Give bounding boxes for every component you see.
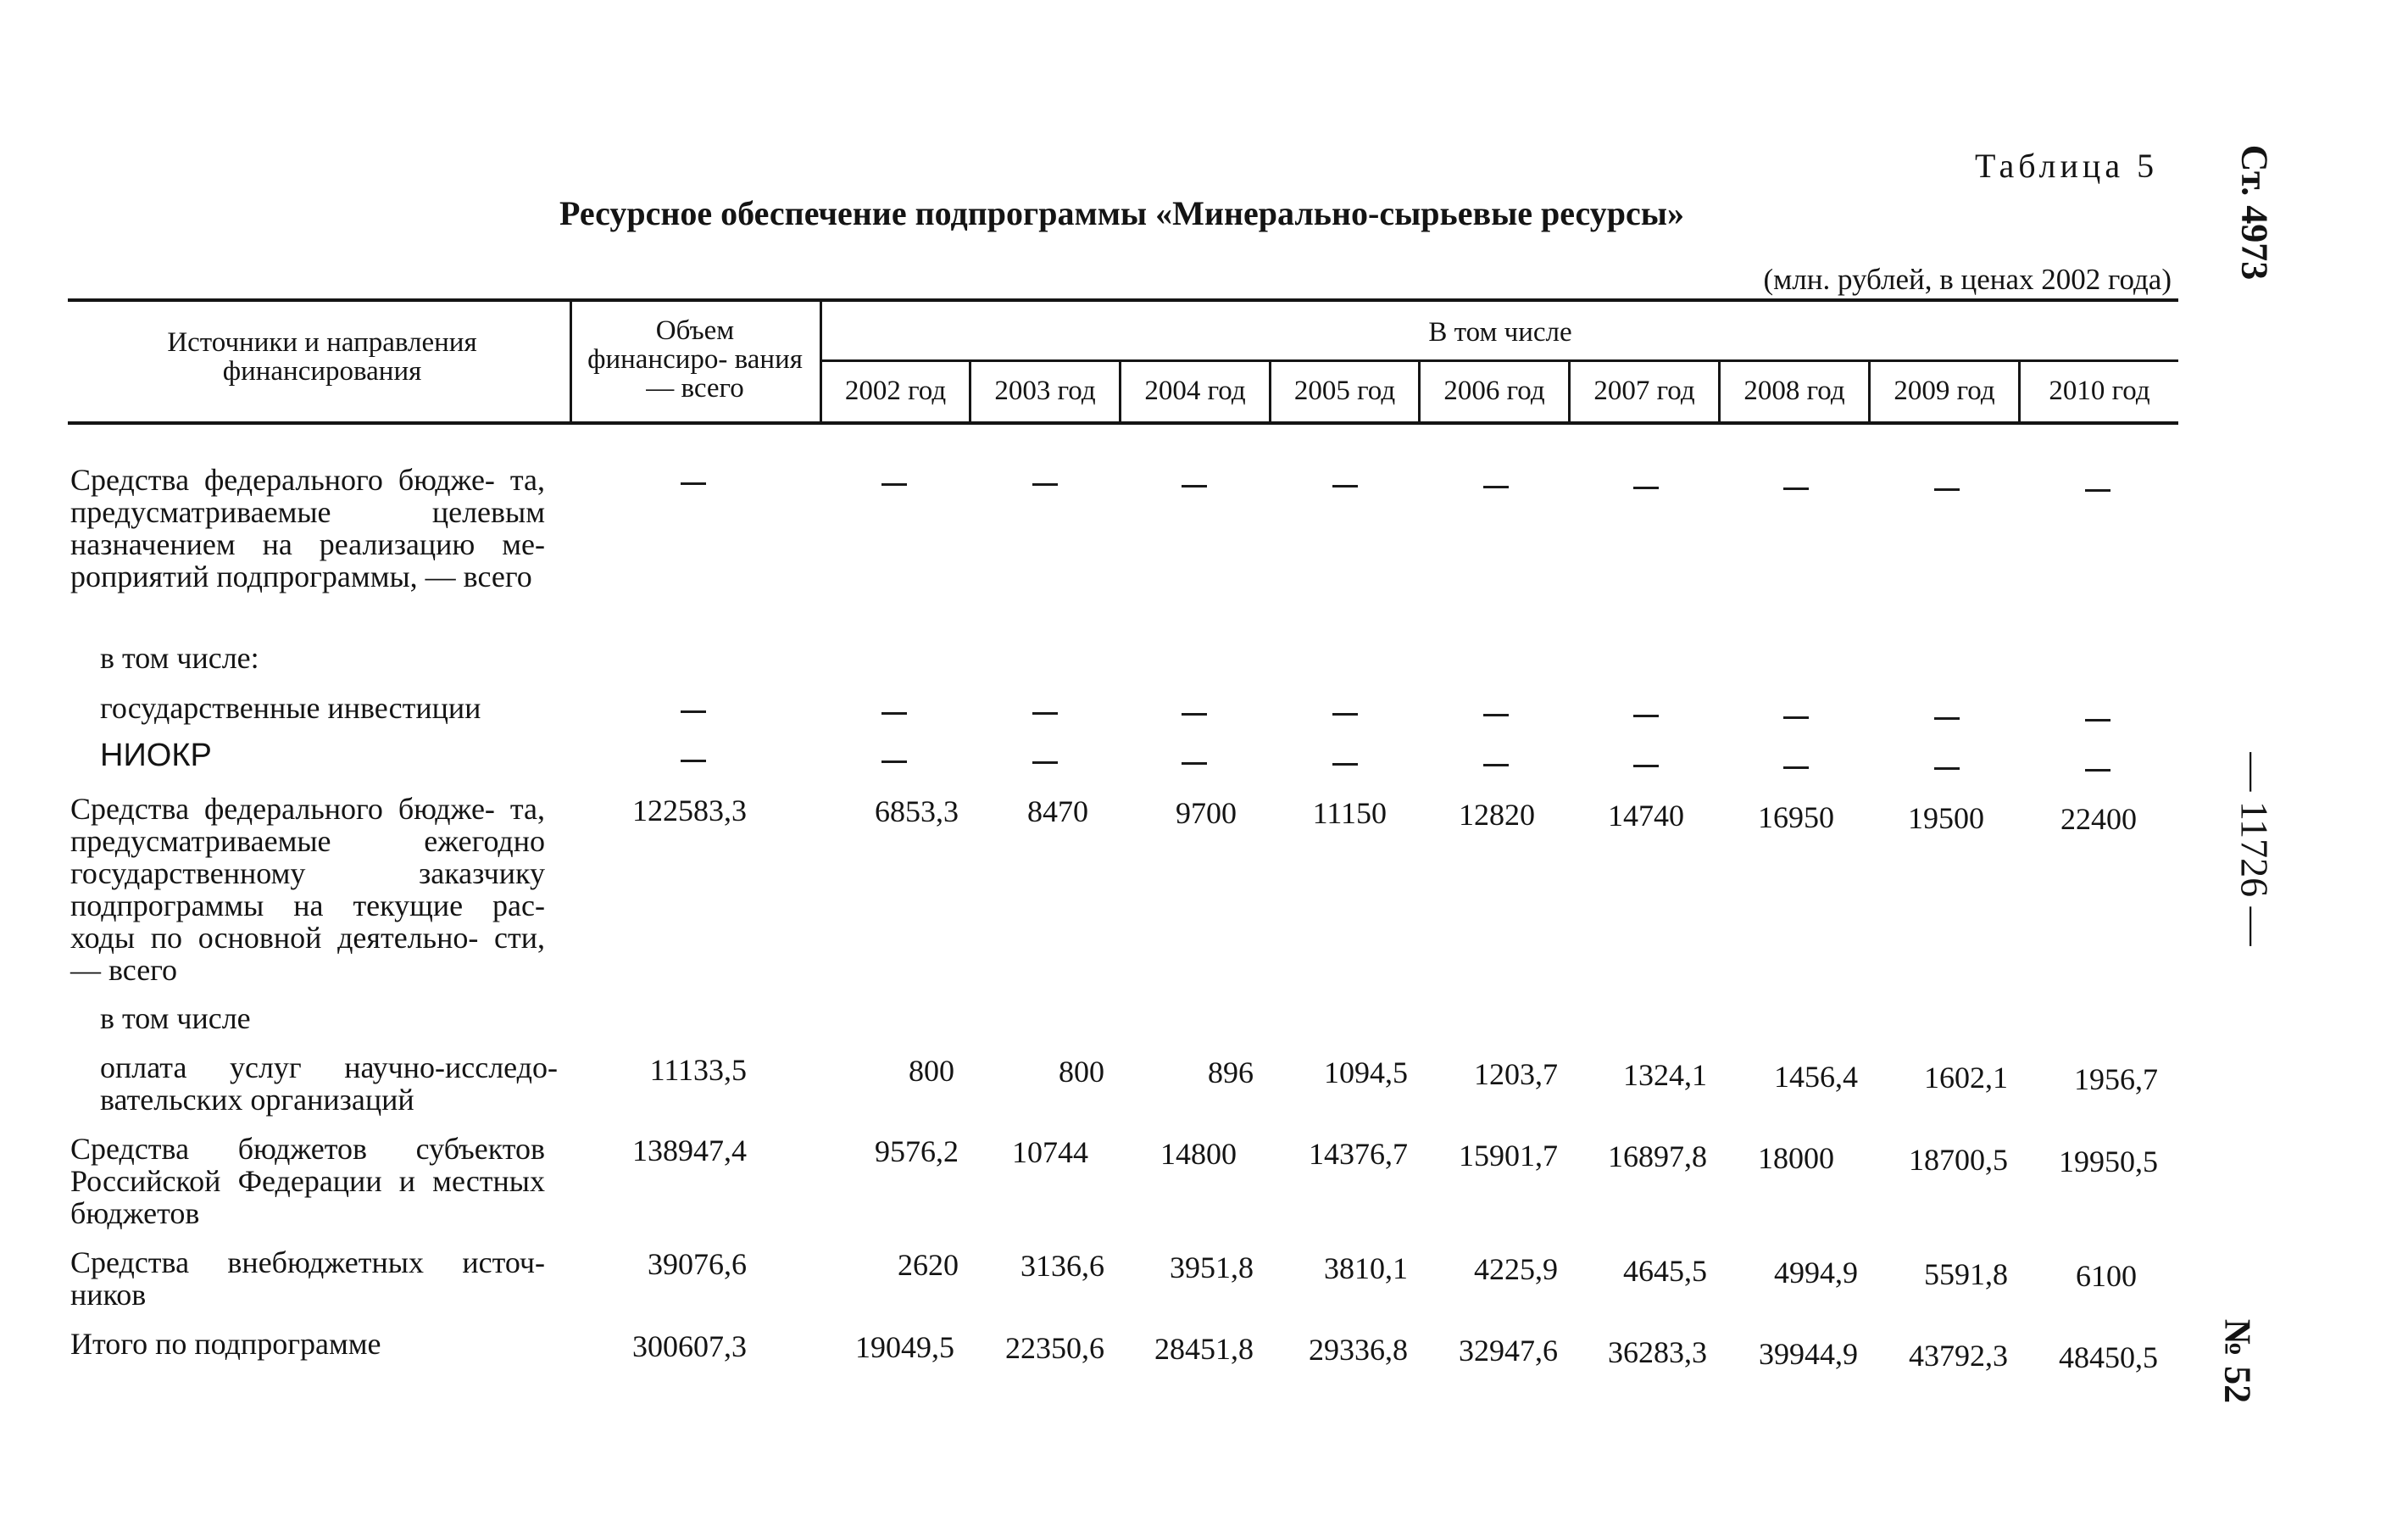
- header-including: В том числе: [1428, 317, 1572, 348]
- dash-cell: [1934, 717, 1960, 720]
- dash-cell: [881, 712, 907, 715]
- year-cell: 3136,6: [1020, 1249, 1104, 1283]
- year-cell: 6100: [2076, 1259, 2137, 1293]
- year-cell: 18700,5: [1909, 1143, 2008, 1177]
- dash-cell: [681, 482, 706, 485]
- dash-cell: [881, 760, 907, 763]
- row-label: Средства федерального бюдже- та, предусматриваемые ежегодно государственному заказчику подпрограммы на текущие рас- ходы по основной деятельно- сти, — всего: [70, 792, 545, 987]
- row-label: Итого по подпрограмме: [70, 1327, 381, 1361]
- dash-cell: [1182, 713, 1207, 716]
- header-divider: [570, 298, 572, 424]
- year-cell: 14376,7: [1309, 1137, 1408, 1171]
- header-year: 2006 год: [1443, 376, 1545, 406]
- year-cell: 16950: [1758, 800, 1834, 834]
- year-cell: 10744: [1012, 1135, 1088, 1169]
- year-cell: 12820: [1459, 798, 1535, 832]
- row-label: оплата услуг научно-исследо- вательских организаций: [100, 1050, 558, 1117]
- year-cell: 14800: [1160, 1137, 1237, 1171]
- header-total: Объем финансиро- вания — всего: [587, 315, 803, 404]
- row-label: Средства внебюджетных источ- ников: [70, 1245, 545, 1312]
- year-cell: 22350,6: [1005, 1331, 1104, 1365]
- header-year: 2008 год: [1743, 376, 1845, 406]
- year-cell: 1324,1: [1623, 1058, 1707, 1092]
- year-cell: 29336,8: [1309, 1333, 1408, 1367]
- year-cell: 11150: [1312, 796, 1387, 830]
- dash-cell: [1332, 763, 1358, 766]
- header-year: 2009 год: [1894, 376, 1995, 406]
- row-label: государственные инвестиции: [100, 691, 481, 725]
- year-cell: 36283,3: [1608, 1335, 1707, 1369]
- year-cell: 800: [1059, 1055, 1104, 1089]
- total-cell: 11133,5: [649, 1053, 747, 1087]
- dash-cell: [1182, 762, 1207, 765]
- year-cell: 9576,2: [875, 1134, 959, 1168]
- dash-cell: [1633, 715, 1659, 717]
- year-cell: 6853,3: [875, 794, 959, 828]
- header-source: Источники и направления финансирования: [167, 327, 477, 387]
- total-cell: 39076,6: [648, 1247, 747, 1281]
- dash-cell: [1332, 713, 1358, 716]
- dash-cell: [1934, 488, 1960, 491]
- year-cell: 1203,7: [1474, 1057, 1558, 1091]
- dash-cell: [1032, 761, 1058, 764]
- year-cell: 9700: [1176, 796, 1237, 830]
- units-note: (млн. рублей, в ценах 2002 года): [1763, 263, 2172, 296]
- year-cell: 5591,8: [1924, 1257, 2008, 1291]
- dash-cell: [681, 760, 706, 762]
- year-cell: 14740: [1608, 799, 1684, 833]
- year-cell: 1456,4: [1774, 1060, 1858, 1094]
- total-cell: 138947,4: [632, 1134, 747, 1167]
- header-year: 2003 год: [994, 376, 1096, 406]
- header-year: 2005 год: [1293, 376, 1396, 406]
- dash-cell: [1783, 766, 1809, 769]
- table-title: Ресурсное обеспечение подпрограммы «Минерально-сырьевые ресурсы»: [559, 194, 1684, 232]
- dash-cell: [1783, 487, 1809, 490]
- header-bottom-rule: [68, 421, 2178, 425]
- year-cell: 1602,1: [1924, 1061, 2008, 1095]
- dash-cell: [1934, 767, 1960, 770]
- year-cell: 43792,3: [1909, 1339, 2008, 1373]
- dash-cell: [1182, 485, 1207, 487]
- year-cell: 800: [909, 1054, 954, 1088]
- side-page-reference: Ст. 4973: [2233, 144, 2276, 281]
- year-cell: 15901,7: [1459, 1139, 1558, 1173]
- dash-cell: [2085, 769, 2110, 772]
- row-label: в том числе:: [100, 641, 259, 675]
- year-cell: 4225,9: [1474, 1252, 1558, 1286]
- year-cell: 48450,5: [2059, 1340, 2158, 1374]
- dash-cell: [2085, 489, 2110, 492]
- dash-cell: [1332, 485, 1358, 487]
- header-year: 2010 год: [2049, 376, 2150, 406]
- year-cell: 1956,7: [2074, 1062, 2158, 1096]
- header-year: 2002 год: [844, 376, 947, 406]
- row-label: НИОКР: [100, 738, 212, 773]
- year-cell: 16897,8: [1608, 1139, 1707, 1173]
- dash-cell: [681, 710, 706, 713]
- dash-cell: [1633, 765, 1659, 767]
- year-cell: 3810,1: [1324, 1251, 1408, 1285]
- row-label: Средства федерального бюдже- та, предусматриваемые целевым назначением на реализацию ме- роприятий подпрограммы, — всего: [70, 463, 545, 593]
- dash-cell: [1483, 714, 1509, 716]
- dash-cell: [1032, 712, 1058, 715]
- year-cell: 1094,5: [1324, 1056, 1408, 1089]
- year-cell: 28451,8: [1154, 1332, 1254, 1366]
- side-issue-number: № 52: [2216, 1318, 2259, 1404]
- year-cell: 4645,5: [1623, 1254, 1707, 1288]
- dash-cell: [1633, 487, 1659, 489]
- year-cell: 896: [1208, 1056, 1254, 1089]
- year-cell: 32947,6: [1459, 1334, 1558, 1368]
- dash-cell: [881, 483, 907, 486]
- total-cell: 122583,3: [632, 794, 747, 827]
- year-cell: 4994,9: [1774, 1256, 1858, 1290]
- year-cell: 18000: [1758, 1141, 1834, 1175]
- year-cell: 2620: [898, 1248, 959, 1282]
- year-cell: 8470: [1027, 794, 1088, 828]
- header-year: 2004 год: [1144, 376, 1246, 406]
- year-cell: 22400: [2060, 802, 2137, 836]
- row-label: Средства бюджетов субъектов Российской Федерации и местных бюджетов: [70, 1132, 545, 1230]
- year-cell: 39944,9: [1759, 1337, 1858, 1371]
- year-cell: 19049,5: [855, 1330, 954, 1364]
- table-top-rule: [68, 298, 2178, 302]
- total-cell: 300607,3: [632, 1329, 747, 1363]
- dash-cell: [2085, 719, 2110, 721]
- year-cell: 3951,8: [1170, 1251, 1254, 1284]
- dash-cell: [1032, 483, 1058, 486]
- year-cell: 19950,5: [2059, 1145, 2158, 1178]
- row-label: в том числе: [100, 1001, 251, 1035]
- dash-cell: [1783, 716, 1809, 719]
- header-year: 2007 год: [1593, 376, 1695, 406]
- dash-cell: [1483, 486, 1509, 488]
- table-number-label: Таблица 5: [1975, 147, 2159, 185]
- years-header-rule: [822, 359, 2178, 362]
- dash-cell: [1483, 764, 1509, 766]
- side-page-number: — 11726 —: [2233, 752, 2277, 946]
- year-cell: 19500: [1908, 801, 1984, 835]
